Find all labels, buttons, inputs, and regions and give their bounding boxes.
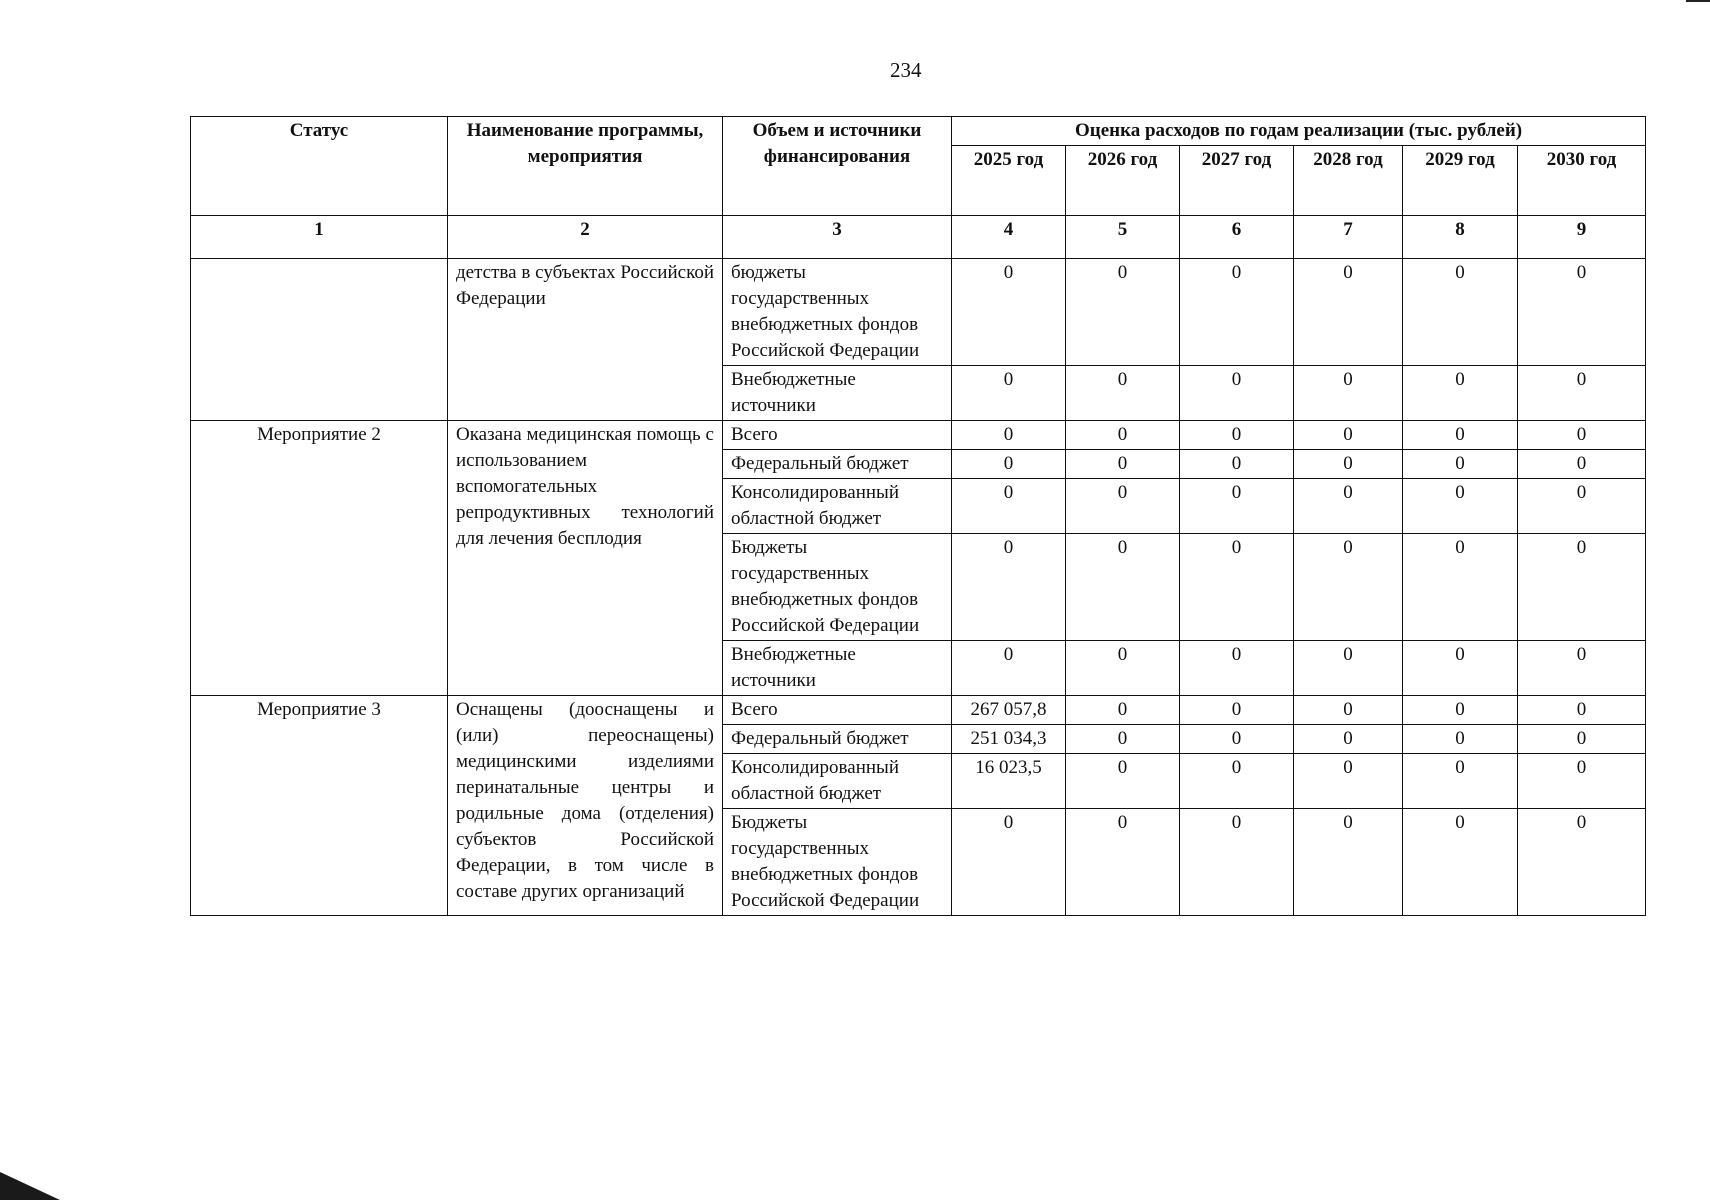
expense-value-cell: 0 xyxy=(1403,809,1518,916)
expense-value-cell: 0 xyxy=(1066,754,1180,809)
expense-value-cell: 0 xyxy=(1294,366,1403,421)
expense-value-cell: 0 xyxy=(1518,725,1646,754)
expense-value-cell: 0 xyxy=(952,259,1066,366)
program-name-cell: детства в субъектах Российской Федерации xyxy=(448,259,723,421)
column-number: 2 xyxy=(448,216,723,259)
expense-value-cell: 0 xyxy=(952,450,1066,479)
expense-value-cell: 0 xyxy=(1066,259,1180,366)
page-number: 234 xyxy=(890,58,922,82)
column-number: 3 xyxy=(723,216,952,259)
expense-value-cell: 0 xyxy=(1066,534,1180,641)
expense-value-cell: 251 034,3 xyxy=(952,725,1066,754)
funding-source-cell: бюджеты государственных внебюджетных фондов Российской Федерации xyxy=(723,259,952,366)
funding-source-cell: Федеральный бюджет xyxy=(723,450,952,479)
expense-value-cell: 0 xyxy=(1294,809,1403,916)
funding-source-cell: Внебюджетные источники xyxy=(723,641,952,696)
funding-source-cell: Бюджеты государственных внебюджетных фондов Российской Федерации xyxy=(723,809,952,916)
header-row-top xyxy=(191,117,1646,146)
header-status: Статус xyxy=(191,117,448,216)
expense-value-cell: 0 xyxy=(1518,259,1646,366)
expense-value-cell: 0 xyxy=(1066,641,1180,696)
expense-value-cell: 0 xyxy=(1403,450,1518,479)
column-number: 7 xyxy=(1294,216,1403,259)
column-number: 1 xyxy=(191,216,448,259)
expense-value-cell: 0 xyxy=(1403,754,1518,809)
expense-value-cell: 0 xyxy=(1294,725,1403,754)
expense-value-cell: 0 xyxy=(1066,809,1180,916)
header-sources: Объем и источники финансирования xyxy=(723,117,952,216)
expense-value-cell: 0 xyxy=(1403,641,1518,696)
expense-value-cell: 0 xyxy=(1066,696,1180,725)
expense-value-cell: 0 xyxy=(1294,479,1403,534)
status-cell: Мероприятие 2 xyxy=(191,421,448,696)
status-cell: Мероприятие 3 xyxy=(191,696,448,916)
header-year: 2029 год xyxy=(1403,146,1518,216)
expense-value-cell: 0 xyxy=(1518,534,1646,641)
expense-value-cell: 0 xyxy=(1180,259,1294,366)
expense-value-cell: 0 xyxy=(1403,725,1518,754)
program-name-cell: Оказана медицинская помощь с использованием вспомогательных репродуктивных технологий для лечения бесплодия xyxy=(448,421,723,696)
expense-value-cell: 267 057,8 xyxy=(952,696,1066,725)
scan-corner-mark xyxy=(0,1168,60,1200)
expense-value-cell: 0 xyxy=(1518,366,1646,421)
status-cell xyxy=(191,259,448,421)
expense-value-cell: 0 xyxy=(1403,421,1518,450)
column-number: 4 xyxy=(952,216,1066,259)
table-row xyxy=(191,696,1646,725)
expense-value-cell: 0 xyxy=(1066,450,1180,479)
funding-source-cell: Федеральный бюджет xyxy=(723,725,952,754)
expense-value-cell: 0 xyxy=(1403,479,1518,534)
header-estimate: Оценка расходов по годам реализации (тыс. рублей) xyxy=(952,117,1646,146)
expense-value-cell: 0 xyxy=(1518,479,1646,534)
header-year: 2030 год xyxy=(1518,146,1646,216)
column-number: 8 xyxy=(1403,216,1518,259)
expense-value-cell: 0 xyxy=(1518,421,1646,450)
expense-value-cell: 0 xyxy=(1403,366,1518,421)
expense-value-cell: 0 xyxy=(1180,534,1294,641)
funding-source-cell: Внебюджетные источники xyxy=(723,366,952,421)
table-body xyxy=(191,259,1646,916)
expense-value-cell: 0 xyxy=(952,479,1066,534)
scan-mark-top xyxy=(1686,0,1710,2)
funding-source-cell: Бюджеты государственных внебюджетных фондов Российской Федерации xyxy=(723,534,952,641)
expense-value-cell: 0 xyxy=(1294,450,1403,479)
expense-value-cell: 0 xyxy=(1180,366,1294,421)
table-row xyxy=(191,421,1646,450)
expense-value-cell: 0 xyxy=(1066,479,1180,534)
expense-value-cell: 0 xyxy=(1180,696,1294,725)
expense-value-cell: 0 xyxy=(1294,259,1403,366)
header-name: Наименование программы, мероприятия xyxy=(448,117,723,216)
funding-source-cell: Консолидированный областной бюджет xyxy=(723,479,952,534)
expense-value-cell: 0 xyxy=(1518,754,1646,809)
funding-source-cell: Консолидированный областной бюджет xyxy=(723,754,952,809)
expense-value-cell: 0 xyxy=(1180,809,1294,916)
expense-value-cell: 0 xyxy=(952,421,1066,450)
expense-value-cell: 0 xyxy=(1180,641,1294,696)
expense-value-cell: 0 xyxy=(1294,534,1403,641)
expense-value-cell: 0 xyxy=(1066,366,1180,421)
header-year: 2028 год xyxy=(1294,146,1403,216)
expense-value-cell: 0 xyxy=(1518,696,1646,725)
expense-value-cell: 0 xyxy=(1518,641,1646,696)
expense-value-cell: 0 xyxy=(1518,809,1646,916)
expense-value-cell: 0 xyxy=(1403,259,1518,366)
expense-value-cell: 0 xyxy=(1403,534,1518,641)
expense-value-cell: 0 xyxy=(1180,479,1294,534)
table-row xyxy=(191,259,1646,366)
expense-value-cell: 0 xyxy=(1180,421,1294,450)
funding-source-cell: Всего xyxy=(723,421,952,450)
column-number: 5 xyxy=(1066,216,1180,259)
column-number: 9 xyxy=(1518,216,1646,259)
expense-value-cell: 0 xyxy=(1294,696,1403,725)
expense-value-cell: 0 xyxy=(1518,450,1646,479)
header-year: 2027 год xyxy=(1180,146,1294,216)
expense-value-cell: 0 xyxy=(952,641,1066,696)
expense-value-cell: 0 xyxy=(952,366,1066,421)
expense-value-cell: 0 xyxy=(952,809,1066,916)
program-name-cell: Оснащены (дооснащены и (или) переоснащены) медицинскими изделиями перинатальные центры и родильные дома (отделения) субъектов Российской Федерации, в том числе в составе других организаций xyxy=(448,696,723,916)
expense-value-cell: 0 xyxy=(1294,421,1403,450)
expense-value-cell: 16 023,5 xyxy=(952,754,1066,809)
expense-value-cell: 0 xyxy=(1066,421,1180,450)
header-year: 2025 год xyxy=(952,146,1066,216)
expense-value-cell: 0 xyxy=(952,534,1066,641)
expense-value-cell: 0 xyxy=(1294,754,1403,809)
expense-value-cell: 0 xyxy=(1403,696,1518,725)
expense-value-cell: 0 xyxy=(1180,754,1294,809)
financing-table xyxy=(190,116,1646,916)
funding-source-cell: Всего xyxy=(723,696,952,725)
column-number: 6 xyxy=(1180,216,1294,259)
expense-value-cell: 0 xyxy=(1294,641,1403,696)
expense-value-cell: 0 xyxy=(1180,725,1294,754)
header-year: 2026 год xyxy=(1066,146,1180,216)
expense-value-cell: 0 xyxy=(1180,450,1294,479)
expense-value-cell: 0 xyxy=(1066,725,1180,754)
column-number-row xyxy=(191,216,1646,259)
